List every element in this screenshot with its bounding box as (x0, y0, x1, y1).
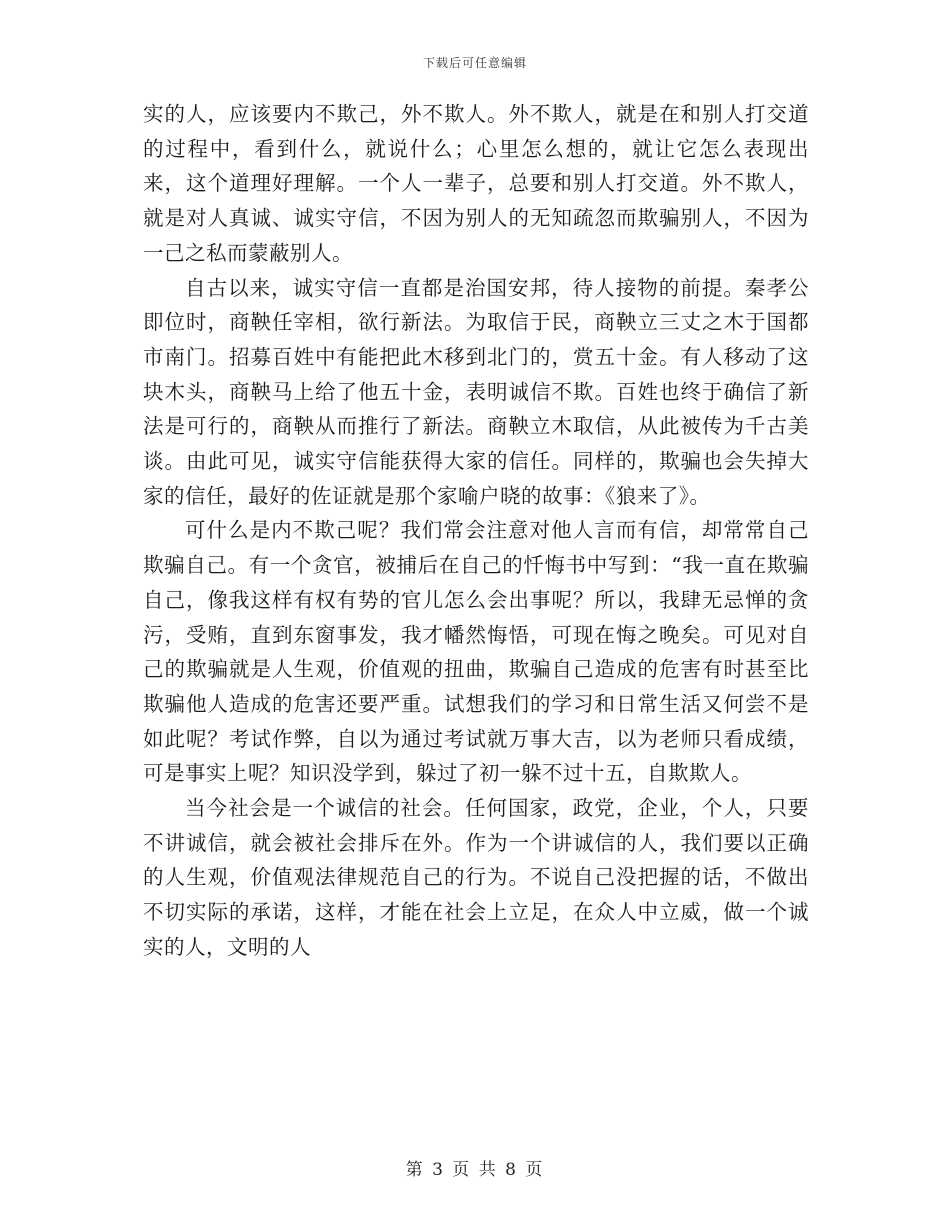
page-header: 下载后可任意编辑 (422, 56, 527, 70)
paragraph: 自古以来，诚实守信一直都是治国安邦，待人接物的前提。秦孝公即位时，商鞅任宰相，欲行新法。为取信于民，商鞅立三丈之木于国都市南门。招募百姓中有能把此木移到北门的，赏五十金。有人移动了这块木头，商鞅马上给了他五十金，表明诚信不欺。百姓也终于确信了新法是可行的，商鞅从而推行了新法。商鞅立木取信，从此被传为千古美谈。由此可见，诚实守信能获得大家的信任。同样的，欺骗也会失掉大家的信任，最好的佐证就是那个家喻户晓的故事：《狼来了》。 (143, 275, 809, 508)
paragraph: 当今社会是一个诚信的社会。任何国家，政党，企业，个人，只要不讲诚信，就会被社会排斥在外。作为一个讲诚信的人，我们要以正确的人生观，价值观法律规范自己的行为。不说自己没把握的话，不做出不切实际的承诺，这样，才能在社会上立足，在众人中立威，做一个诚实的人，文明的人 (143, 796, 809, 959)
page-number: 第 3 页 共 8 页 (405, 1160, 545, 1180)
paragraph: 可什么是内不欺己呢？我们常会注意对他人言而有信，却常常自己欺骗自己。有一个贪官，被捕后在自己的忏悔书中写到：“我一直在欺骗自己，像我这样有权有势的官儿怎么会出事呢？所以，我肆无忌惮的贪污，受贿，直到东窗事发，我才幡然悔悟，可现在悔之晚矣。可见对自己的欺骗就是人生观，价值观的扭曲，欺骗自己造成的危害有时甚至比欺骗他人造成的危害还要严重。试想我们的学习和日常生活又何尝不是如此呢？考试作弊，自以为通过考试就万事大吉，以为老师只看成绩，可是事实上呢？知识没学到，躲过了初一躲不过十五，自欺欺人。 (143, 518, 809, 786)
document-body (143, 97, 809, 965)
paragraph-continued: 实的人，应该要内不欺己，外不欺人。外不欺人，就是在和别人打交道的过程中，看到什么，就说什么；心里怎么想的，就让它怎么表现出来，这个道理好理解。一个人一辈子，总要和别人打交道。外不欺人，就是对人真诚、诚实守信，不因为别人的无知疏忽而欺骗别人，不因为一己之私而蒙蔽别人。 (143, 102, 809, 265)
